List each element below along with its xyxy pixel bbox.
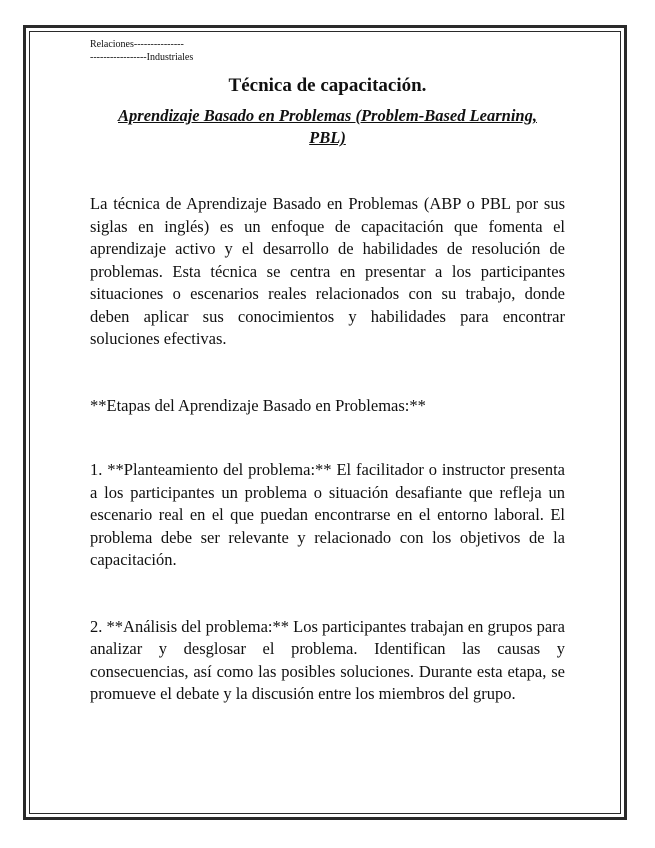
- step-1-paragraph: 1. **Planteamiento del problema:** El facilitador o instructor presenta a los participantes un problema o situación desafiante que refleja un escenario real en el que puedan encontrarse en el entorno laboral. El problema debe ser relevante y relacionado con los objetivos de la capacitación.: [90, 460, 565, 569]
- document-subtitle: Aprendizaje Basado en Problemas (Problem-Based Learning, PBL): [118, 106, 537, 147]
- etapas-heading: **Etapas del Aprendizaje Basado en Problemas:**: [90, 395, 426, 415]
- step-2-paragraph: 2. **Análisis del problema:** Los participantes trabajan en grupos para analizar y desglosar el problema. Identifican las causas y consecuencias, así como las posibles soluciones. Durante esta etapa, se promueve el debate y la discusión entre los miembros del grupo.: [90, 616, 565, 703]
- intro-paragraph: La técnica de Aprendizaje Basado en Problemas (ABP o PBL por sus siglas en inglés) es un enfoque de capacitación que fomenta el aprendizaje activo y el desarrollo de habilidades de resolución de problemas. Esta técnica se centra en presentar a los participantes situaciones o escenarios reales relacionados con su trabajo, donde deben aplicar sus conocimientos y habilidades para encontrar soluciones efectivas.: [90, 194, 565, 348]
- header-line-2: -----------------Industriales: [90, 52, 194, 63]
- document-content: [90, 38, 565, 706]
- header-line-1: Relaciones---------------: [90, 39, 184, 50]
- document-title: Técnica de capacitación.: [228, 75, 427, 96]
